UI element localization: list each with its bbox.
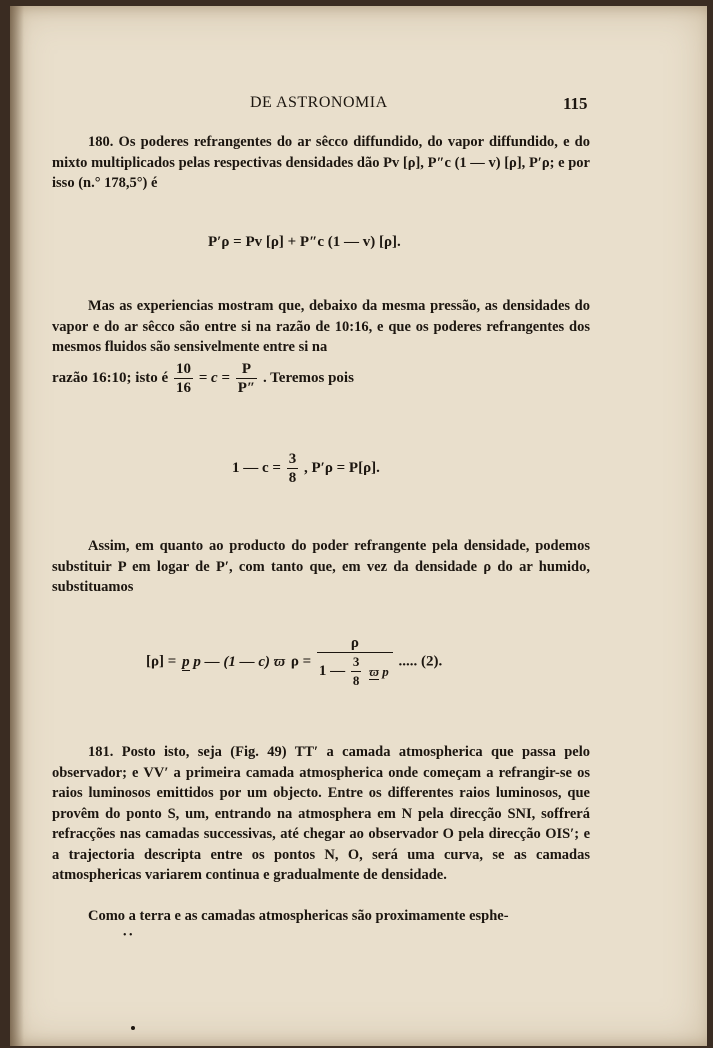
eq4-inner-den-b: p bbox=[382, 663, 389, 679]
equation-1: P′ρ = Pv [ρ] + P″c (1 — v) [ρ]. bbox=[208, 234, 401, 250]
eq4-inner-fraction-b bbox=[369, 663, 389, 681]
eq3-num: 3 bbox=[288, 451, 297, 467]
eq4-fraction-1 bbox=[182, 654, 285, 671]
eq4-inner-den-a: 8 bbox=[352, 673, 360, 688]
eq4-inner-num-b: ϖ bbox=[369, 663, 379, 679]
footer-dots: • • bbox=[123, 930, 133, 941]
running-header: DE ASTRONOMIA bbox=[250, 94, 388, 111]
eq3-den: 8 bbox=[288, 470, 297, 486]
eq2-fraction-1 bbox=[174, 360, 193, 397]
eq4-mid: ρ = bbox=[290, 653, 312, 670]
page-number: 115 bbox=[563, 94, 588, 113]
page-spine-shadow bbox=[10, 6, 24, 1046]
eq4-den2-pre: 1 — bbox=[318, 662, 346, 679]
eq4-num2: ρ bbox=[317, 634, 393, 653]
eq4-fraction-2 bbox=[317, 634, 393, 690]
eq3-fraction bbox=[287, 450, 299, 487]
eq3-prefix: 1 — c = bbox=[232, 459, 281, 476]
eq2-den1: 16 bbox=[175, 380, 191, 396]
paragraph-181-continued: Como a terra e as camadas atmosphericas são proximamente esphe- bbox=[88, 908, 509, 924]
equation-3 bbox=[232, 450, 380, 487]
eq2-suffix: . Teremos pois bbox=[262, 369, 354, 386]
eq2-prefix: razão 16:10; isto é bbox=[52, 369, 169, 386]
paragraph-180-experiments: Mas as experiencias mostram que, debaixo da mesma pressão, as densidades do vapor e do ar sêcco são entre si na razão de 10:16, e que os poderes refrangentes dos mesmos fluidos são sensivelmente entre si na bbox=[52, 298, 590, 355]
paragraph-181: 181. Posto isto, seja (Fig. 49) TT′ a camada atmospherica que passa pelo observador; e VV′ a primeira camada atmospherica onde começam a refrangir-se os raios luminosos emittidos por um objecto. Entre os differentes raios luminosos, que provêm do ponto S, um, entrando na atmosphera em N pela direcção SNI, soffrerá refracções nas camadas successivas, até chegar ao observador O pela direcção OIS′; e a trajectoria descripta entre os pontos N, O, será uma curva, se as camadas atmosphericas variarem continua e gradualmente de densidade. bbox=[52, 744, 590, 883]
eq3-suffix: , P′ρ = P[ρ]. bbox=[303, 459, 380, 476]
eq2-num2: P bbox=[236, 360, 257, 379]
equation-2 bbox=[52, 360, 354, 397]
eq2-mid: = c = bbox=[198, 369, 230, 386]
eq4-inner-num-a: 3 bbox=[351, 653, 362, 672]
eq2-num1: 10 bbox=[175, 361, 191, 377]
paragraph-180-substitution: Assim, em quanto ao producto do poder refrangente pela densidade, podemos substituir P em logar de P′, com tanto que, em vez da densidade ρ do ar humido, substituamos bbox=[52, 538, 590, 595]
eq4-lhs: [ρ] = bbox=[146, 653, 177, 670]
eq4-den1: p — (1 — c) ϖ bbox=[193, 653, 286, 670]
paragraph-180-intro: 180. Os poderes refrangentes do ar sêcco diffundido, do vapor diffundido, e do mixto multiplicados pelas respectivas densidades dão Pv [ρ], P″c (1 — v) [ρ], P′ρ; e por isso (n.° 178,5°) é bbox=[52, 134, 590, 191]
eq4-num1: p bbox=[182, 653, 190, 670]
eq2-den2: P″ bbox=[237, 380, 256, 396]
print-mark bbox=[131, 1026, 135, 1030]
eq4-inner-fraction-a bbox=[351, 653, 362, 690]
equation-4 bbox=[146, 634, 442, 690]
eq4-den2 bbox=[317, 653, 393, 690]
eq4-suffix: ..... (2). bbox=[398, 653, 443, 670]
eq2-fraction-2 bbox=[236, 360, 257, 397]
book-page bbox=[10, 6, 707, 1046]
